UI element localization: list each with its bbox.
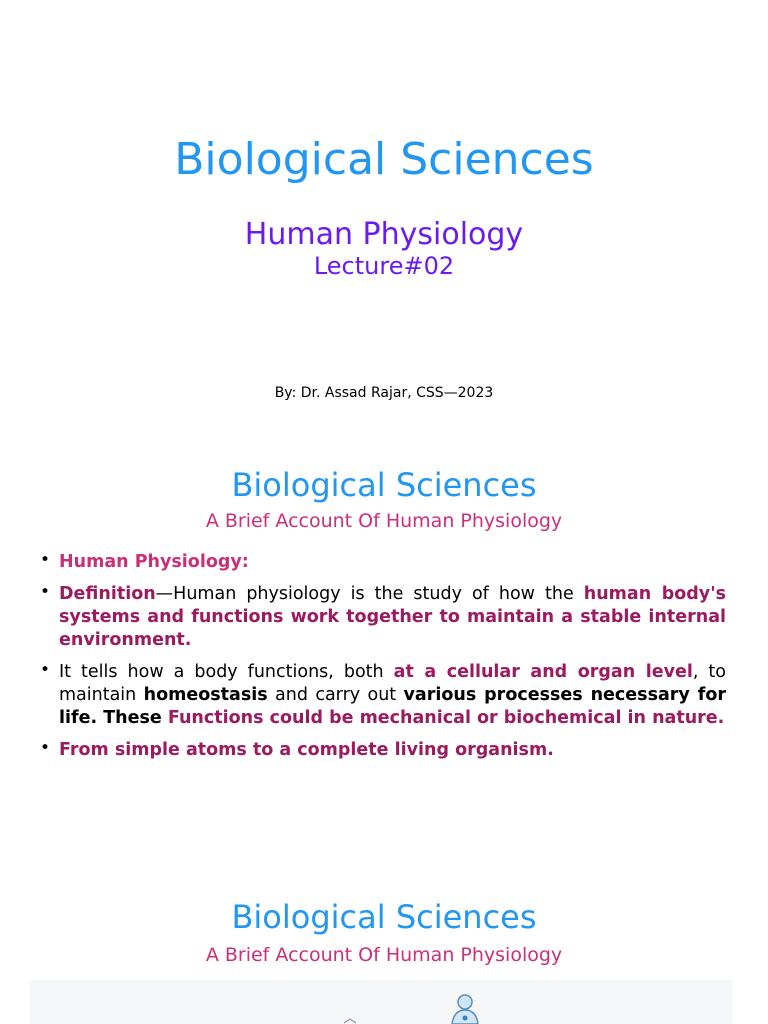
bullet-item — [40, 551, 726, 574]
bullet-item — [40, 583, 726, 652]
bullet-emphasis: Functions could be mechanical or biochemical in nature. — [167, 708, 725, 728]
definition-text: —Human physiology is the study of how the — [155, 584, 584, 604]
definition-emphasis: human body's systems and functions work together to maintain a stable internal environment. — [59, 584, 726, 650]
bullet-text: It tells how a body functions, both — [59, 662, 394, 682]
bullet-bold: homeostasis — [143, 685, 268, 705]
bullet-heading: Human Physiology: — [59, 552, 249, 572]
bullet-text: and carry out — [267, 685, 404, 705]
bullet-marker: • — [40, 582, 51, 602]
lecture-number: Lecture#02 — [313, 252, 455, 280]
figure-mark-icon — [344, 1018, 356, 1024]
bullet-emphasis: at a cellular and organ level — [393, 662, 693, 682]
bullet-list — [40, 551, 726, 771]
figure-panel — [30, 980, 732, 1024]
slide1-subtitle: Human Physiology — [244, 217, 524, 252]
human-figure-icon — [440, 992, 490, 1024]
bullet-marker: • — [40, 550, 51, 570]
bullet-emphasis: From simple atoms to a complete living organism. — [59, 740, 554, 760]
bullet-item — [40, 739, 726, 762]
author-credit: By: Dr. Assad Rajar, CSS—2023 — [274, 385, 494, 401]
bullet-marker: • — [40, 660, 51, 680]
bullet-bold: various processes necessary for life. These — [59, 685, 727, 728]
slide3-subtitle: A Brief Account Of Human Physiology — [205, 944, 563, 966]
slide2-title: Biological Sciences — [231, 466, 537, 504]
slide2-subtitle: A Brief Account Of Human Physiology — [205, 510, 563, 532]
bullet-marker: • — [40, 738, 51, 758]
bullet-text: , to maintain — [59, 662, 727, 705]
definition-term: Definition — [59, 584, 156, 604]
slide3-title: Biological Sciences — [231, 898, 537, 936]
bullet-item — [40, 661, 726, 730]
slide1-title: Biological Sciences — [174, 134, 594, 185]
